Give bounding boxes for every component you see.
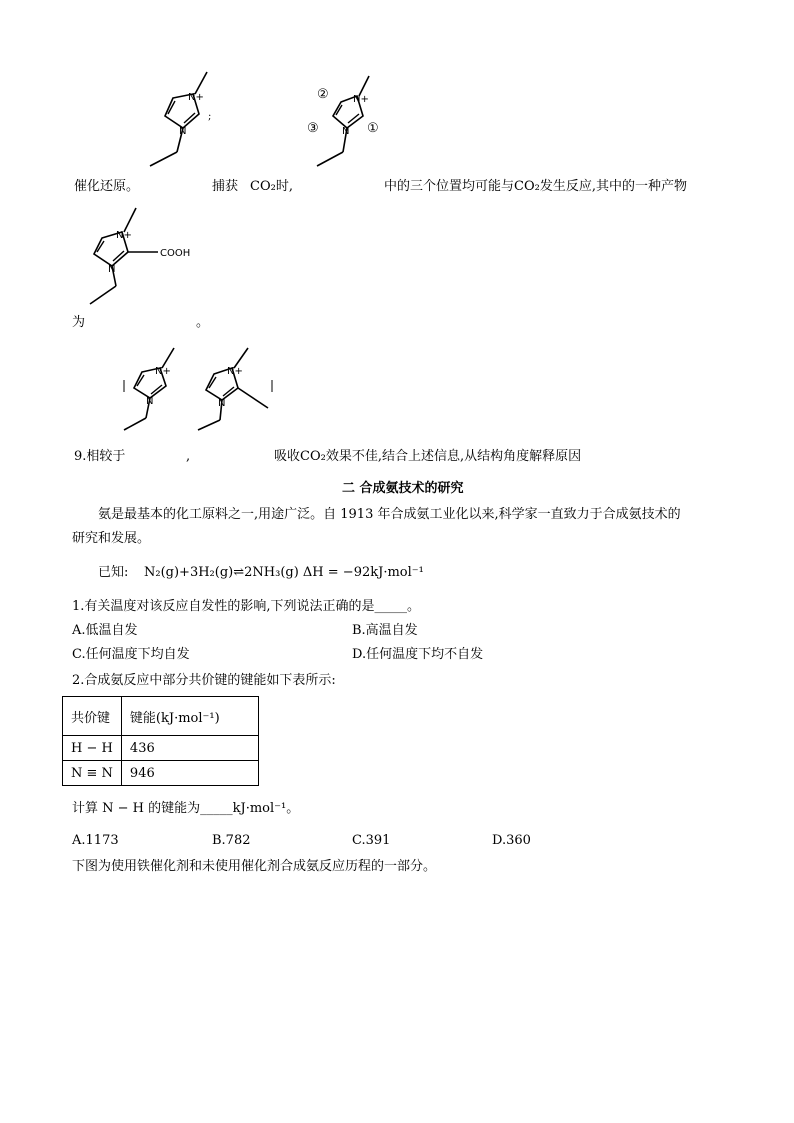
known-label: 已知: — [98, 565, 129, 580]
section-para-line1: 氨是最基本的化工原料之一,用途广泛。自 1913 年合成氨工业化以来,科学家一直致力于合成氨技术的 — [98, 507, 681, 522]
table-header-cell: 共价键 — [63, 697, 122, 736]
molecule-product-cooh — [78, 200, 208, 310]
n-label: N — [342, 126, 350, 137]
molecule-emim-numbered — [305, 66, 395, 176]
q2-option-c: C.391 — [352, 833, 391, 848]
table-cell: H − H — [63, 736, 122, 761]
bond-energy-table — [62, 696, 259, 786]
q2-option-a: A.1173 — [72, 833, 119, 848]
q1-option-a: A.低温自发 — [72, 623, 138, 638]
section-para-line2: 研究和发展。 — [72, 531, 151, 546]
n-label: N — [108, 264, 116, 275]
q9-comma: , — [186, 449, 191, 464]
table-header-cell: 键能(kJ·mol⁻¹) — [121, 697, 258, 736]
intro-co2-text: CO₂时, — [250, 179, 293, 194]
q1-option-d: D.任何温度下均不自发 — [352, 647, 484, 662]
n-plus-label: N+ — [227, 366, 243, 377]
table-row — [63, 736, 259, 761]
figure-note: 下图为使用铁催化剂和未使用催化剂合成氨反应历程的一部分。 — [72, 859, 437, 874]
n-label: N — [218, 398, 226, 409]
semicolon-mark: ; — [208, 111, 212, 122]
table-header-row — [63, 697, 259, 736]
q9-prefix: 9.相较于 — [74, 449, 126, 464]
n-plus-label: N+ — [155, 366, 171, 377]
q2-calc: 计算 N − H 的键能为_____kJ·mol⁻¹。 — [72, 801, 300, 816]
intro-text-c: 中的三个位置均可能与CO₂发生反应,其中的一种产物 — [384, 179, 687, 194]
q2-option-d: D.360 — [492, 833, 531, 848]
position-2-label: ② — [317, 87, 329, 102]
reaction-equation: N₂(g)+3H₂(g)⇌2NH₃(g) ΔH = −92kJ·mol⁻¹ — [144, 565, 424, 580]
n-plus-label: N+ — [188, 92, 204, 103]
position-3-label: ③ — [307, 121, 319, 136]
molecule-emim-q9 — [118, 342, 188, 432]
q1-option-b: B.高温自发 — [352, 623, 418, 638]
q1-stem: 1.有关温度对该反应自发性的影响,下列说法正确的是_____。 — [72, 599, 421, 614]
molecule-emim-1 — [145, 66, 225, 176]
table-cell: 436 — [121, 736, 258, 761]
n-label: N — [146, 396, 154, 407]
molecule-emmim-q9 — [192, 342, 277, 432]
intro-text-d-prefix: 为 — [72, 315, 86, 330]
section-title: 二 合成氨技术的研究 — [342, 481, 464, 496]
intro-text-d-suffix: 。 — [196, 315, 210, 330]
position-1-label: ① — [367, 121, 379, 136]
q1-option-c: C.任何温度下均自发 — [72, 647, 190, 662]
table-cell: 946 — [121, 761, 258, 786]
n-label: N — [179, 126, 187, 137]
q2-stem: 2.合成氨反应中部分共价键的键能如下表所示: — [72, 673, 336, 688]
n-plus-label: N+ — [116, 230, 132, 241]
q9-suffix: 吸收CO₂效果不佳,结合上述信息,从结构角度解释原因 — [274, 449, 582, 464]
n-plus-label: N+ — [353, 94, 369, 105]
table-row — [63, 761, 259, 786]
cooh-label: COOH — [160, 248, 191, 259]
intro-text-b: 捕获 — [212, 179, 239, 194]
q2-option-b: B.782 — [212, 833, 251, 848]
table-cell: N ≡ N — [63, 761, 122, 786]
intro-text-a: 催化还原。 — [74, 179, 140, 194]
